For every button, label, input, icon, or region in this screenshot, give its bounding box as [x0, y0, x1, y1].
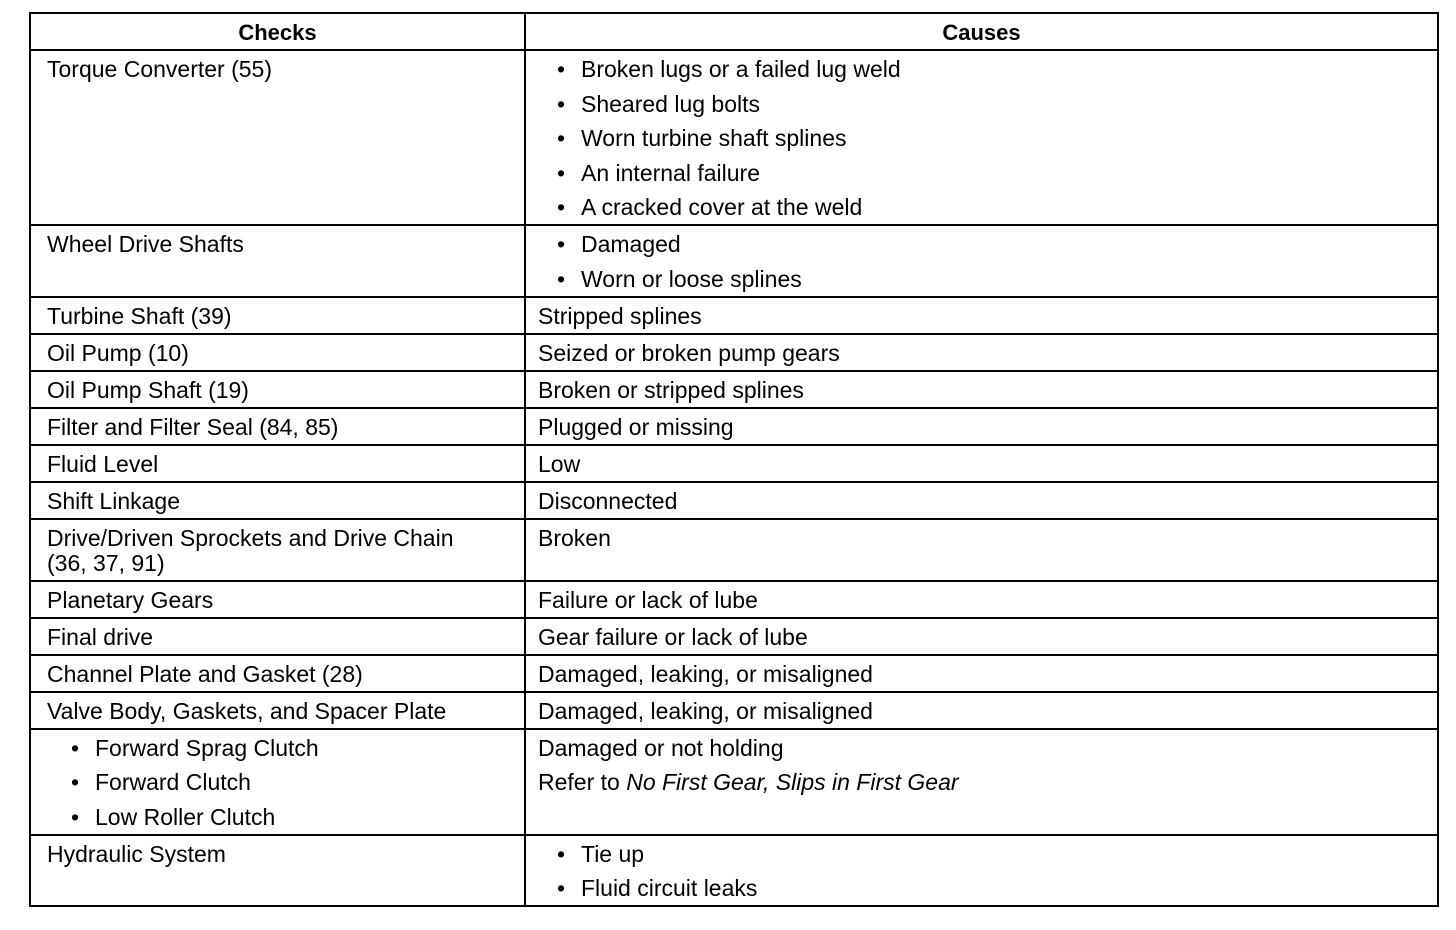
cause-cell: Low [525, 445, 1438, 482]
cause-cell: Damaged, leaking, or misaligned [525, 692, 1438, 729]
cause-list [554, 57, 1427, 220]
check-cell: Oil Pump Shaft (19) [30, 371, 525, 408]
cause-cell: Damaged, leaking, or misaligned [525, 655, 1438, 692]
cause-item: • Sheared lug bolts [554, 92, 1427, 117]
cause-cell: Seized or broken pump gears [525, 334, 1438, 371]
table-row [30, 225, 1438, 297]
check-cell: Hydraulic System [30, 835, 525, 907]
cause-item: • A cracked cover at the weld [554, 195, 1427, 220]
check-cell: Oil Pump (10) [30, 334, 525, 371]
cause-list [554, 842, 1427, 902]
header-row [30, 13, 1438, 50]
check-cell: Wheel Drive Shafts [30, 225, 525, 297]
table-row [30, 835, 1438, 907]
diagnosis-table [29, 12, 1439, 907]
table-row [30, 445, 1438, 482]
table-row [30, 519, 1438, 581]
cause-cell: Broken [525, 519, 1438, 581]
cause-line: Damaged or not holding [538, 734, 784, 761]
check-cell: Final drive [30, 618, 525, 655]
cause-item: • Worn turbine shaft splines [554, 126, 1427, 151]
table-row [30, 50, 1438, 225]
table-row [30, 729, 1438, 835]
cause-cell [525, 50, 1438, 225]
cause-cell: Plugged or missing [525, 408, 1438, 445]
checks-header: Checks [30, 13, 525, 50]
check-cell: Turbine Shaft (39) [30, 297, 525, 334]
check-cell: Valve Body, Gaskets, and Spacer Plate [30, 692, 525, 729]
cause-item: • Fluid circuit leaks [554, 876, 1427, 901]
check-item: • Forward Clutch [68, 770, 514, 795]
table-row [30, 581, 1438, 618]
table-row [30, 692, 1438, 729]
cause-cell [525, 729, 1438, 835]
check-list [68, 736, 514, 830]
table-row [30, 482, 1438, 519]
check-cell: Shift Linkage [30, 482, 525, 519]
table-row [30, 408, 1438, 445]
cause-cell [525, 225, 1438, 297]
cause-item: • Tie up [554, 842, 1427, 867]
table-row [30, 655, 1438, 692]
check-cell: Fluid Level [30, 445, 525, 482]
causes-header: Causes [525, 13, 1438, 50]
table-row [30, 334, 1438, 371]
cause-cell [525, 835, 1438, 907]
check-cell: Filter and Filter Seal (84, 85) [30, 408, 525, 445]
cause-cell: Disconnected [525, 482, 1438, 519]
check-cell: Drive/Driven Sprockets and Drive Chain (36, 37, 91) [30, 519, 525, 581]
check-item: • Low Roller Clutch [68, 805, 514, 830]
cause-item: • Broken lugs or a failed lug weld [554, 57, 1427, 82]
refer-link: No First Gear, Slips in First Gear [626, 769, 959, 795]
table-row [30, 297, 1438, 334]
table-row [30, 371, 1438, 408]
cause-item: • Worn or loose splines [554, 267, 1427, 292]
check-cell: Channel Plate and Gasket (28) [30, 655, 525, 692]
refer-prefix: Refer to [538, 769, 620, 795]
check-cell: Torque Converter (55) [30, 50, 525, 225]
cause-cell: Gear failure or lack of lube [525, 618, 1438, 655]
cause-cell: Stripped splines [525, 297, 1438, 334]
check-cell [30, 729, 525, 835]
check-item: • Forward Sprag Clutch [68, 736, 514, 761]
cause-item: • Damaged [554, 232, 1427, 257]
cause-list [554, 232, 1427, 292]
cause-item: • An internal failure [554, 161, 1427, 186]
cause-cell: Broken or stripped splines [525, 371, 1438, 408]
table-row [30, 618, 1438, 655]
check-cell: Planetary Gears [30, 581, 525, 618]
cause-cell: Failure or lack of lube [525, 581, 1438, 618]
cause-refer [538, 770, 1427, 795]
